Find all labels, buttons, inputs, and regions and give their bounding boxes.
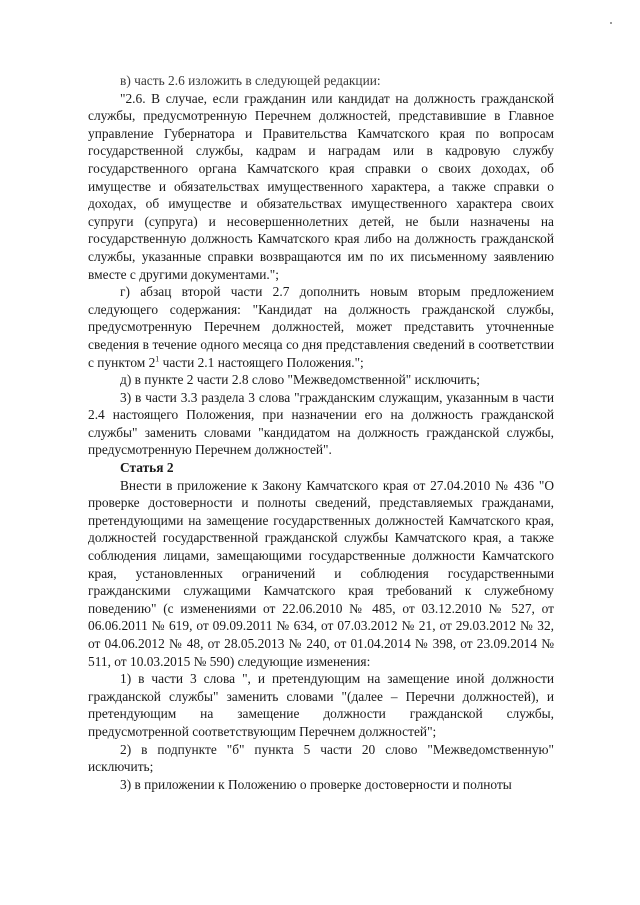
paragraph-article2-intro: Внести в приложение к Закону Камчатского края от 27.04.2010 № 436 "О проверке достоверности и полноты сведений, представляемых гражданами, претендующими на замещение государственных должностей Камчатского края, должностей государственной гражданской службы Камчатского края, а также соблюдения лицами, замещающими государственные должности Камчатского края, установленных ограничений и соблюдения государственными гражданскими служащими Камчатского края требований к служебному поведению" (с изменениями от 22.06.2010 № 485, от 03.12.2010 № 527, от 06.06.2011 № 619, от 09.09.2011 № 634, от 07.03.2012 № 21, от 29.03.2012 № 32, от 04.06.2012 № 48, от 28.05.2013 № 240, от 01.04.2014 № 398, от 23.09.2014 № 511, от 10.03.2015 № 590) следующие изменения: [88,477,554,669]
paragraph-article2-item-1: 1) в части 3 слова ", и претендующим на замещение иной должности гражданской службы" заменить словами "(далее – Перечни должностей), и претендующим на замещение должности гражданской службы, предусмотренной соответствующим Перечнем должностей"; [88,671,554,739]
paragraph-g-text: г) абзац второй части 2.7 дополнить новым вторым предложением следующего содержания: "Кандидат на должность гражданской службы, предусмотренную Перечнем должностей, может представить уточненные сведения в течение одного месяца со дня представления сведений в соответствии с пунктом 2 [88,284,554,370]
paragraph-quoted-2-6: "2.6. В случае, если гражданин или кандидат на должность гражданской службы, предусмотренную Перечнем должностей, представившие в Главное управление Губернатора и Правительства Камчатского края по вопросам государственной службы, кадрам и наградам или в кадровую службу государственного органа Камчатского края справки о своих доходах, об имуществе и обязательствах имущественного характера, а также справки о доходах, об имуществе и обязательствах имущественного характера своих супруги (супруга) и несовершеннолетних детей, не были назначены на государственную должность Камчатского края либо на должность гражданской службы, указанные справки возвращаются им по их письменному заявлению вместе с другими документами."; [88,90,554,282]
scan-speck [610,22,612,24]
paragraph-amendment-d: д) в пункте 2 части 2.8 слово "Межведомственной" исключить; [120,372,480,388]
document-text [88,72,554,793]
paragraph-article2-item-3: 3) в приложении к Положению о проверке достоверности и полноты [120,776,512,792]
paragraph-g-text-end: части 2.1 настоящего Положения."; [159,354,364,370]
paragraph-item-3: 3) в части 3.3 раздела 3 слова "гражданским служащим, указанным в части 2.4 настоящего Положения, при назначении его на должность гражданской службы" заменить словами "кандидатом на должность гражданской службы, предусмотренную Перечнем должностей". [88,389,554,458]
paragraph-amendment-v: в) часть 2.6 изложить в следующей редакции: [120,73,381,88]
superscript-one: 1 [155,354,160,364]
article-heading: Статья 2 [120,460,174,476]
paragraph-amendment-g [88,283,554,371]
paragraph-article2-item-2: 2) в подпункте "б" пункта 5 части 20 слово "Межведомственную" исключить; [88,741,554,775]
